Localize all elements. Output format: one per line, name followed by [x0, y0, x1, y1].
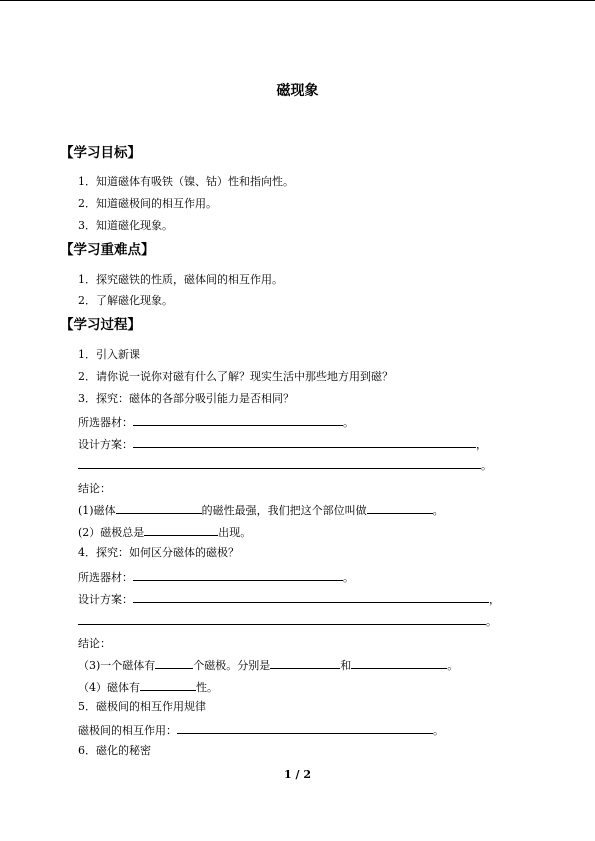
process-step-6: 6．磁化的秘密: [78, 744, 151, 757]
design-line-2b: [78, 613, 497, 629]
conclusion-3-part-a: （3)一个磁体有: [78, 659, 156, 672]
design-line-1b: [78, 457, 492, 473]
process-step-1: 1．引入新课: [78, 348, 140, 361]
punctuation-period: 。: [486, 615, 497, 628]
conclusion-1: [78, 502, 444, 518]
design-blank-1a[interactable]: [133, 436, 476, 448]
key-point-item-1: 1．探究磁铁的性质，磁体间的相互作用。: [78, 273, 283, 286]
conclusion-4-part-a: （4）磁体有: [78, 681, 140, 694]
punctuation-comma: ，: [489, 593, 500, 606]
punctuation-period: 。: [343, 571, 354, 584]
conclusion-3-blank-c[interactable]: [351, 657, 447, 669]
conclusion-4-part-b: 性。: [196, 681, 218, 694]
design-label: 设计方案：: [78, 593, 133, 606]
design-line-2: [78, 591, 500, 607]
process-step-3: 3．探究：磁体的各部分吸引能力是否相同？: [78, 392, 294, 405]
equipment-label: 所选器材：: [78, 416, 133, 429]
conclusion-1-blank-a[interactable]: [116, 502, 202, 514]
interaction-label: 磁极间的相互作用：: [78, 724, 177, 737]
goal-item-3: 3．知道磁化现象。: [78, 219, 173, 232]
process-step-4: 4．探究：如何区分磁体的磁极？: [78, 546, 239, 559]
conclusion-2-blank[interactable]: [144, 524, 218, 536]
punctuation-comma: ，: [476, 438, 487, 451]
conclusion-3-part-c: 和: [340, 659, 352, 672]
interaction-line: [78, 722, 444, 738]
conclusion-1-part-b: 的磁性最强，我们把这个部位叫做: [201, 504, 367, 517]
equipment-blank-1[interactable]: [133, 414, 343, 426]
conclusion-2-part-a: (2）磁极总是: [78, 526, 145, 539]
design-blank-2a[interactable]: [133, 591, 489, 603]
conclusion-label-1: 结论：: [78, 482, 111, 495]
goal-item-2: 2．知道磁极间的相互作用。: [78, 197, 217, 210]
conclusion-2-part-b: 出现。: [218, 526, 252, 539]
process-step-5: 5．磁极间的相互作用规律: [78, 700, 206, 713]
punctuation-period: 。: [447, 659, 459, 672]
conclusion-2: [78, 524, 251, 540]
design-label: 设计方案：: [78, 438, 133, 451]
design-blank-2b[interactable]: [78, 613, 486, 625]
conclusion-3: [78, 657, 458, 673]
equipment-line-1: [78, 414, 354, 430]
conclusion-4-blank[interactable]: [140, 679, 196, 691]
equipment-line-2: [78, 569, 354, 585]
heading-key-points: 【学习重难点】: [60, 242, 155, 258]
interaction-blank[interactable]: [177, 722, 433, 734]
punctuation-period: 。: [432, 504, 444, 517]
heading-learning-goals: 【学习目标】: [60, 145, 141, 161]
equipment-blank-2[interactable]: [133, 569, 343, 581]
goal-item-1: 1．知道磁体有吸铁（镍、钴）性和指向性。: [78, 175, 294, 188]
punctuation-period: 。: [433, 724, 444, 737]
page-top-border: [0, 0, 595, 1]
key-point-item-2: 2．了解磁化现象。: [78, 294, 173, 307]
design-blank-1b[interactable]: [78, 457, 481, 469]
conclusion-label-2: 结论：: [78, 637, 111, 650]
conclusion-3-blank-a[interactable]: [155, 657, 193, 669]
punctuation-period: 。: [343, 416, 354, 429]
conclusion-3-part-b: 个磁极。分别是: [193, 659, 271, 672]
conclusion-4: [78, 679, 218, 695]
document-title: 磁现象: [276, 83, 319, 99]
heading-learning-process: 【学习过程】: [60, 317, 141, 333]
equipment-label: 所选器材：: [78, 571, 133, 584]
process-step-2: 2．请你说一说你对磁有什么了解？现实生活中那些地方用到磁？: [78, 370, 393, 383]
conclusion-1-blank-b[interactable]: [367, 502, 433, 514]
conclusion-3-blank-b[interactable]: [270, 657, 340, 669]
conclusion-1-part-a: (1)磁体: [78, 504, 116, 517]
page-number: 1 / 2: [284, 768, 311, 781]
design-line-1: [78, 436, 487, 452]
punctuation-period: 。: [481, 459, 492, 472]
